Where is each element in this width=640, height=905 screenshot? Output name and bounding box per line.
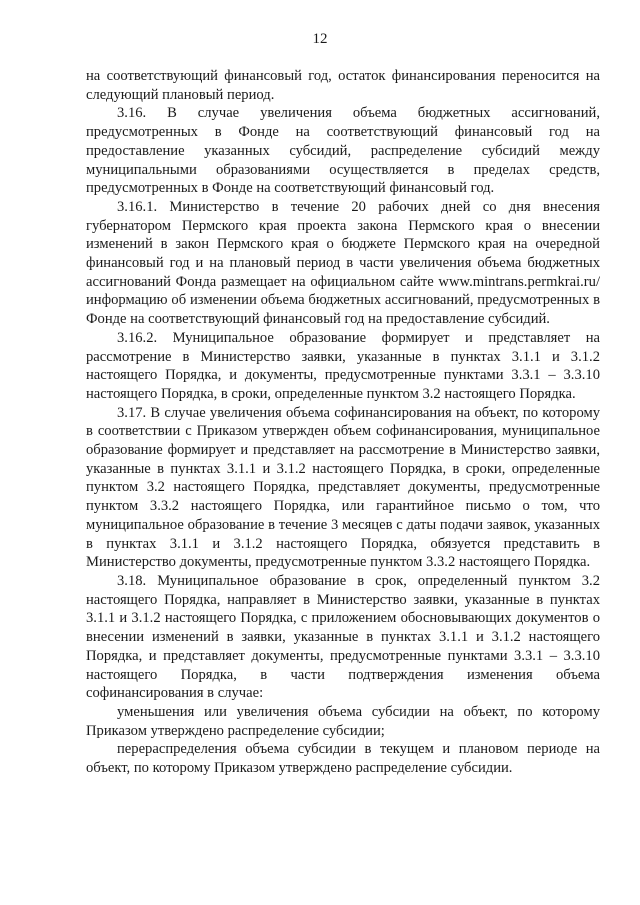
paragraph-continuation: на соответствующий финансовый год, остаток финансирования переносится на следующий плановый период. [86,68,600,103]
paragraph-case-2: перераспределения объема субсидии в текущем и плановом периоде на объект, по которому Приказом утверждено распределение субсидии. [86,741,600,777]
paragraph-3-18: 3.18. Муниципальное образование в срок, определенный пунктом 3.2 настоящего Порядка, направляет в Министерство заявки, указанные в пунктах 3.1.1 и 3.1.2 настоящего Порядка, с приложением обосновывающих документов о внесении изменений в заявки, указанные в пунктах 3.1.1 и 3.1.2 настоящего Порядка, и представляет документы, предусмотренные пунктами 3.3.1 – 3.3.10 настоящего Порядка, в части подтверждения изменения объема софинансирования в случае: [86,572,600,702]
paragraph-3-16: 3.16. В случае увеличения объема бюджетных ассигнований, предусмотренных в Фонде на соответствующий финансовый год на предоставление указанных субсидий, распределение субсидий между муниципальными образованиями осуществляется в пределах средств, предусмотренных в Фонде на соответствующий финансовый год. [86,105,600,197]
paragraph-case-1: уменьшения или увеличения объема субсидии на объект, по которому Приказом утверждено распределение субсидии; [86,703,600,739]
paragraph-3-17: 3.17. В случае увеличения объема софинансирования на объект, по которому в соответствии с Приказом утвержден объем софинансирования, муниципальное образование формирует и представляет на рассмотрение в Министерство заявки, указанные в пунктах 3.1.1 и 3.1.2 настоящего Порядка, в сроки, определенные пунктом 3.2 настоящего Порядка, представляет документы, предусмотренные пунктом 3.3.2 настоящего Порядка, или гарантийное письмо о том, что муниципальное образование в течение 3 месяцев с даты подачи заявок, указанных в пунктах 3.1.1 и 3.1.2 настоящего Порядка, обязуется представить в Министерство документы, предусмотренные пунктом 3.3.2 настоящего Порядка. [86,404,600,571]
document-body [86,67,600,778]
paragraph-3-16-2: 3.16.2. Муниципальное образование формирует и представляет на рассмотрение в Министерство заявки, указанные в пунктах 3.1.1 и 3.1.2 настоящего Порядка, и документы, предусмотренные пунктами 3.3.1 – 3.3.10 настоящего Порядка, в сроки, определенные пунктом 3.2 настоящего Порядка. [86,329,600,402]
paragraph-3-16-1: 3.16.1. Министерство в течение 20 рабочих дней со дня внесения губернатором Пермского края проекта закона Пермского края о внесении изменений в закон Пермского края о бюджете Пермского края на очередной финансовый год и на плановый период в части увеличения объема бюджетных ассигнований Фонда размещает на официальном сайте www.mintrans.permkrai.ru/ информацию об изменении объема бюджетных ассигнований, предусмотренных в Фонде на соответствующий финансовый год на предоставление субсидий. [86,198,600,328]
page-number: 12 [312,31,328,47]
